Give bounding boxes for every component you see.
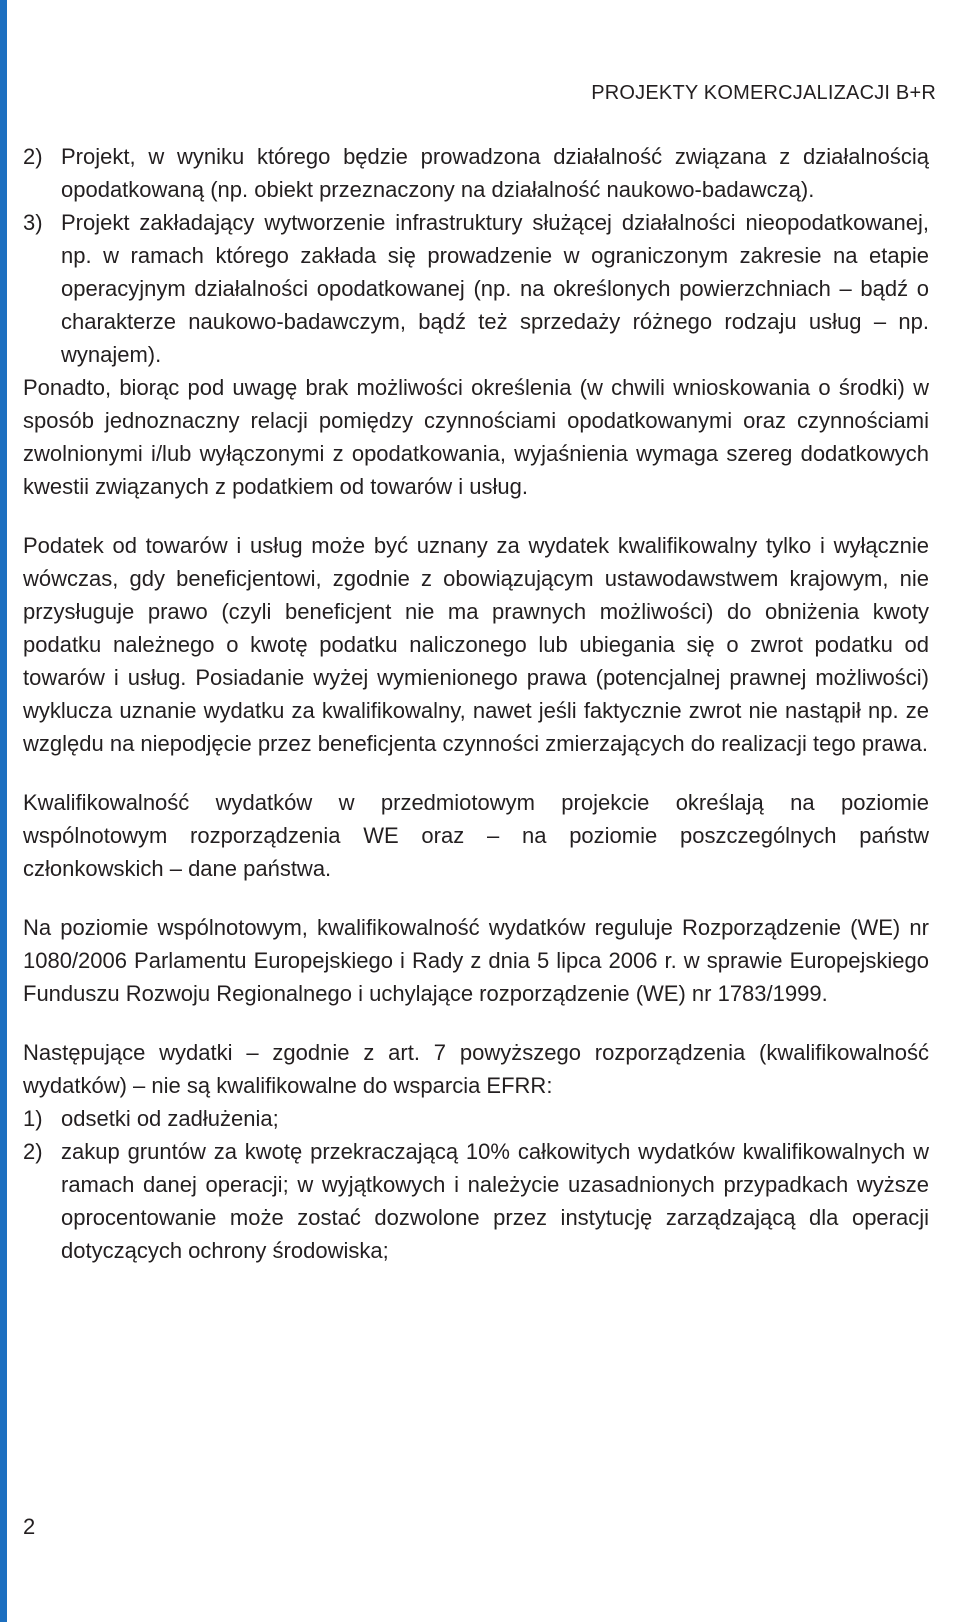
list-item bbox=[23, 1102, 929, 1135]
list-item bbox=[23, 140, 929, 206]
paragraph-vat-eligibility: Podatek od towarów i usług może być uznany za wydatek kwalifikowalny tylko i wyłącznie wówczas, gdy beneficjentowi, zgodnie z obowiązującym ustawodawstwem krajowym, nie przysługuje prawo (czyli beneficjent nie ma prawnych możliwości) do obniżenia kwoty podatku należnego o kwotę podatku naliczonego lub ubiegania się o zwrot podatku od towarów i usług. Posiadanie wyżej wymienionego prawa (potencjalnej prawnej możliwości) wyklucza uznanie wydatku za kwalifikowalny, nawet jeśli faktycznie zwrot nie nastąpił np. ze względu na niepodjęcie przez beneficjenta czynności zmierzających do realizacji tego prawa. bbox=[23, 533, 929, 756]
page-number: 2 bbox=[23, 1514, 36, 1539]
list-item bbox=[23, 206, 929, 371]
list-item-text: odsetki od zadłużenia; bbox=[61, 1106, 279, 1131]
list-item-text: zakup gruntów za kwotę przekraczającą 10% całkowitych wydatków kwalifikowalnych w ramach danej operacji; w wyjątkowych i należycie uzasadnionych przypadkach wyższe oprocentowanie może zostać dozwolone przez instytucję zarządzającą dla operacji dotyczących ochrony środowiska; bbox=[61, 1139, 929, 1263]
numbered-list-bottom bbox=[23, 1102, 929, 1267]
list-item-number: 1) bbox=[23, 1106, 43, 1131]
list-item-text: Projekt, w wyniku którego będzie prowadzona działalność związana z działalnością opodatkowaną (np. obiekt przeznaczony na działalność naukowo-badawczą). bbox=[61, 144, 929, 202]
running-header: PROJEKTY KOMERCJALIZACJI B+R bbox=[591, 82, 936, 104]
list-item-text: Projekt zakładający wytworzenie infrastruktury służącej działalności nieopodatkowanej, np. w ramach którego zakłada się prowadzenie w ograniczonym zakresie na etapie operacyjnym działalności opodatkowanej (np. na określonych powierzchniach – bądź o charakterze naukowo-badawczym, bądź też sprzedaży różnego rodzaju usług – np. wynajem). bbox=[61, 210, 929, 367]
list-item-number: 2) bbox=[23, 144, 43, 169]
paragraph-vat-clarification: Ponadto, biorąc pod uwagę brak możliwości określenia (w chwili wnioskowania o środki) w sposób jednoznaczny relacji pomiędzy czynnościami opodatkowanymi oraz czynnościami zwolnionymi i/lub wyłączonymi z opodatkowania, wyjaśnienia wymaga szereg dodatkowych kwestii związanych z podatkiem od towarów i usług. bbox=[23, 375, 929, 499]
paragraph-ineligible-intro: Następujące wydatki – zgodnie z art. 7 powyższego rozporządzenia (kwalifikowalność wydatków) – nie są kwalifikowalne do wsparcia EFRR: bbox=[23, 1040, 929, 1098]
left-accent-bar bbox=[0, 0, 7, 1622]
paragraph-regulation: Na poziomie wspólnotowym, kwalifikowalność wydatków reguluje Rozporządzenie (WE) nr 1080/2006 Parlamentu Europejskiego i Rady z dnia 5 lipca 2006 r. w sprawie Europejskiego Funduszu Rozwoju Regionalnego i uchylające rozporządzenie (WE) nr 1783/1999. bbox=[23, 915, 929, 1006]
list-item-number: 2) bbox=[23, 1139, 43, 1164]
list-item bbox=[23, 1135, 929, 1267]
page-content bbox=[23, 140, 929, 1267]
list-item-number: 3) bbox=[23, 210, 43, 235]
paragraph-eligibility-levels: Kwalifikowalność wydatków w przedmiotowym projekcie określają na poziomie wspólnotowym rozporządzenia WE oraz – na poziomie poszczególnych państw członkowskich – dane państwa. bbox=[23, 790, 929, 881]
numbered-list-top bbox=[23, 140, 929, 371]
